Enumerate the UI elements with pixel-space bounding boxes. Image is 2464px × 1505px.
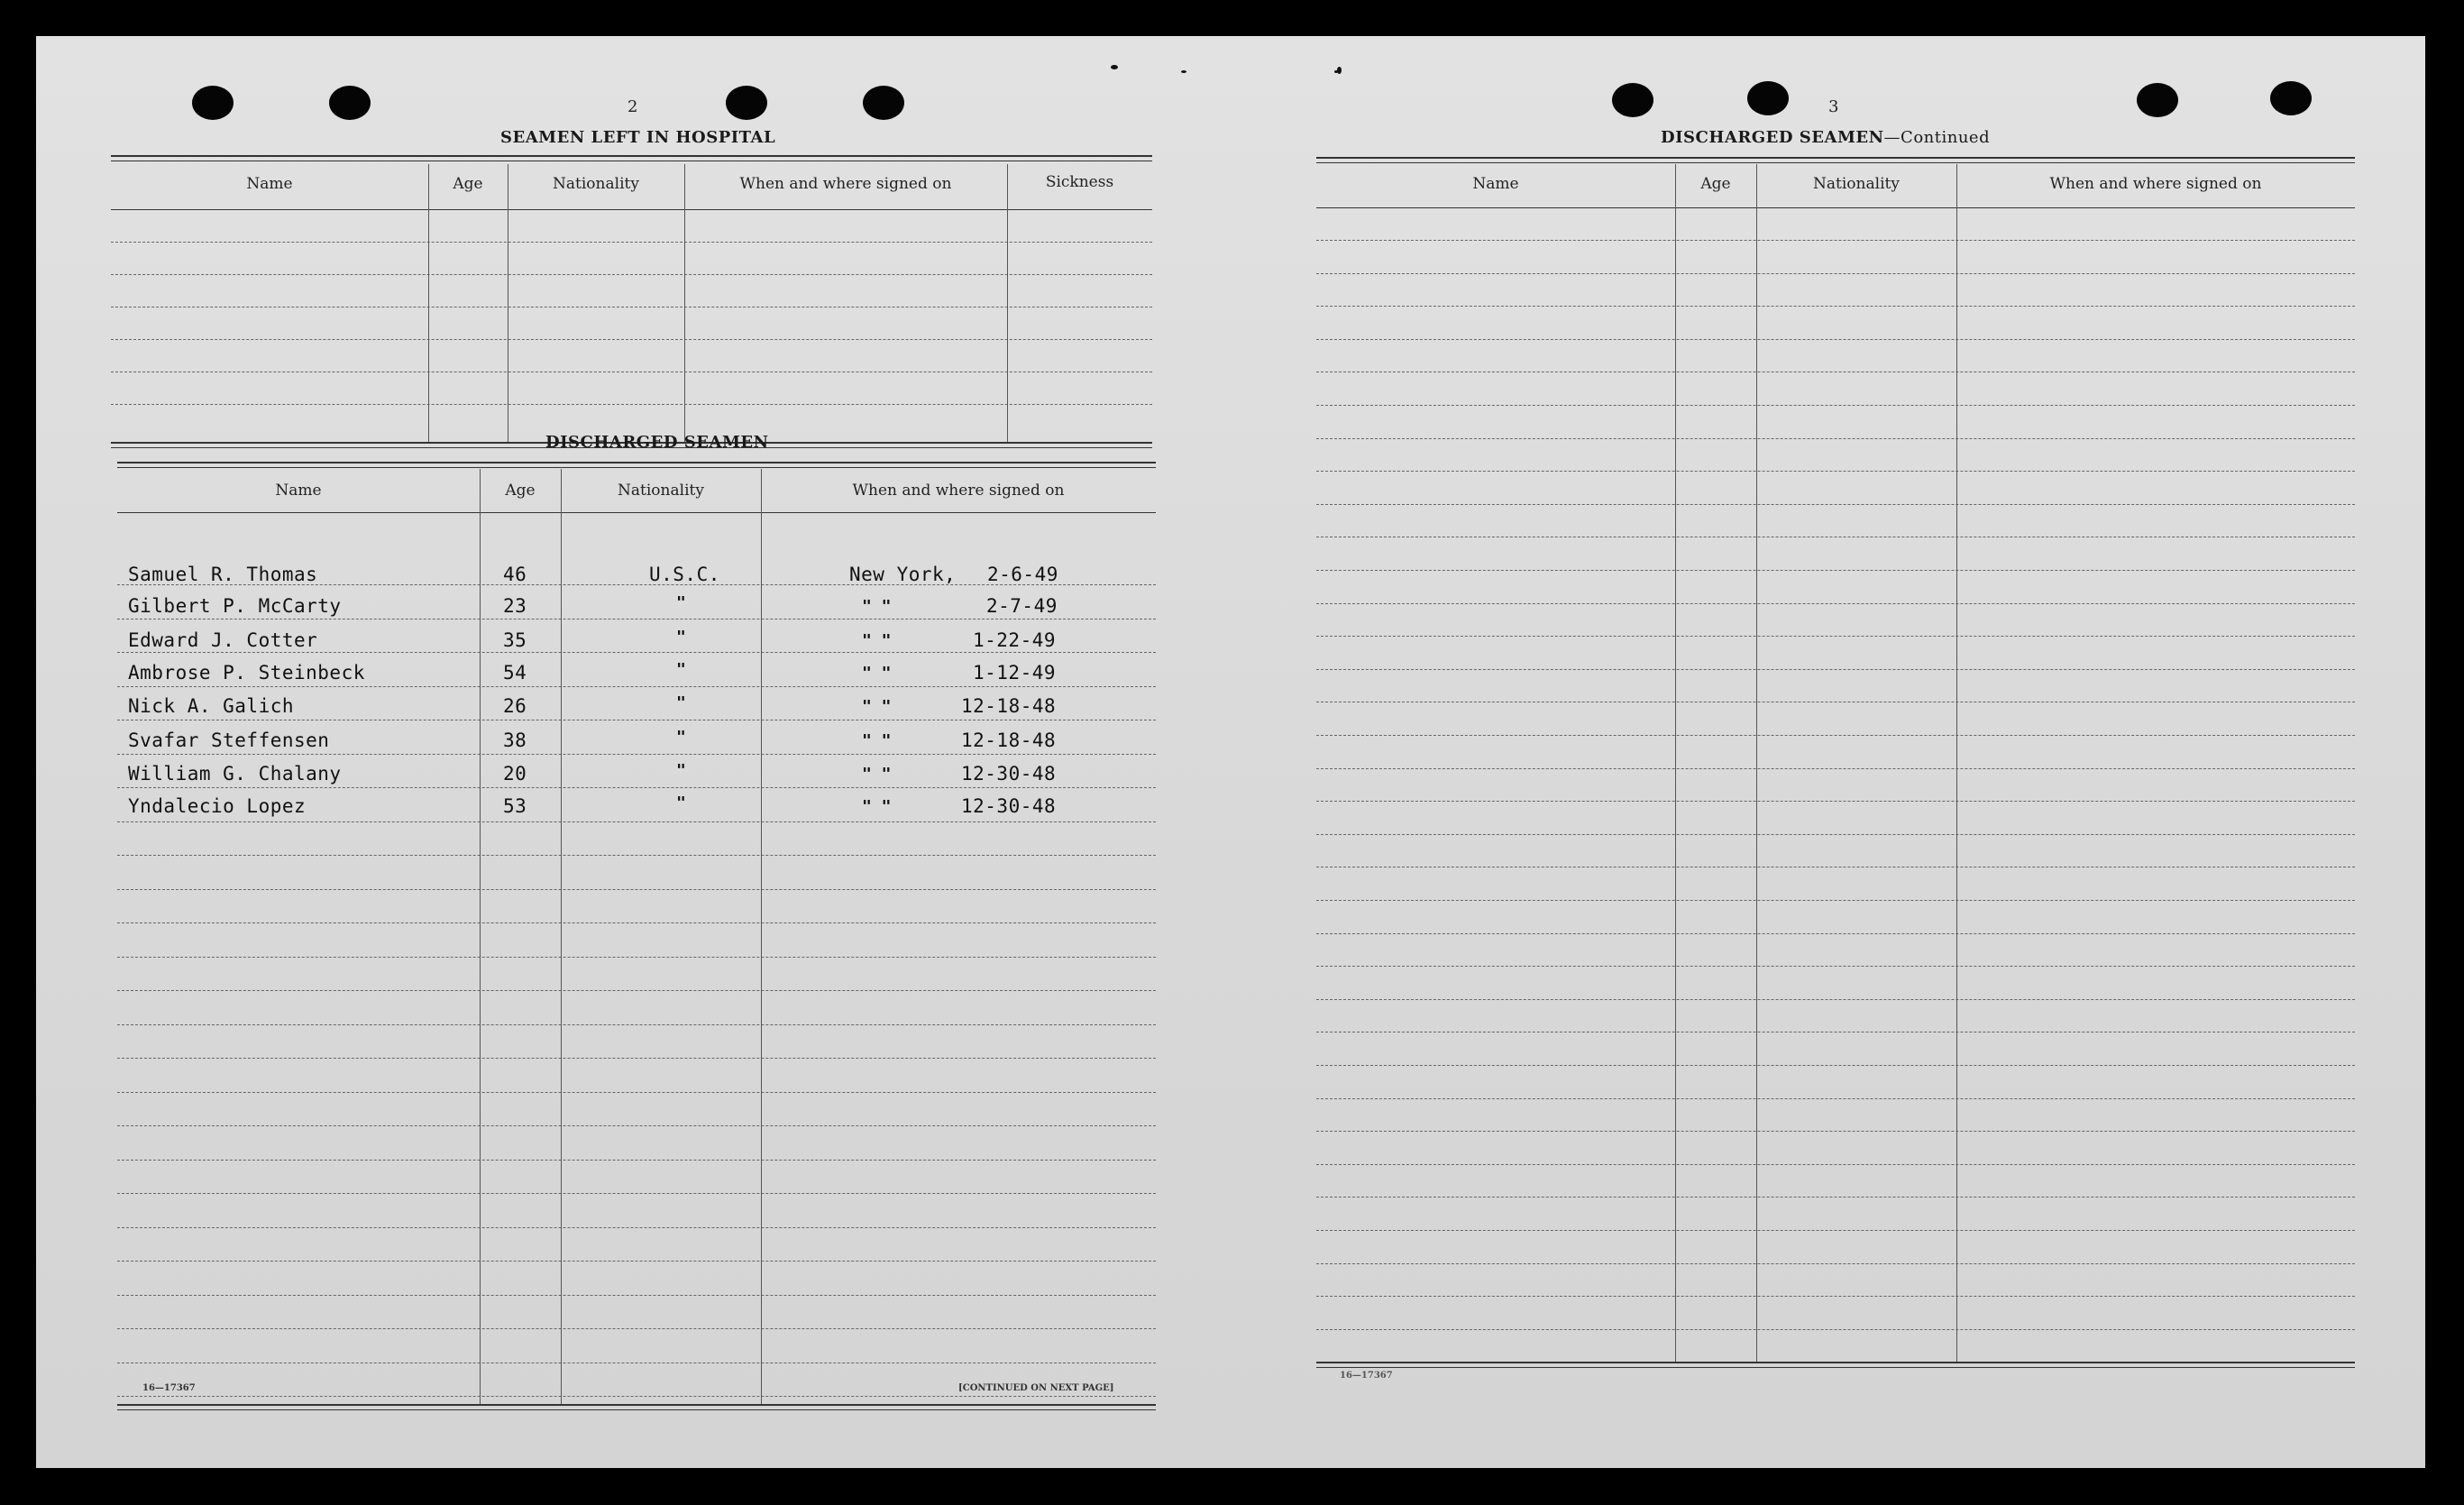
ruled-line: [117, 990, 1156, 991]
right-col-name: Name: [1472, 175, 1519, 193]
table-row-nationality: ": [676, 794, 686, 812]
table-row-name: Edward J. Cotter: [128, 629, 318, 651]
ruled-line: [117, 1058, 1156, 1059]
ruled-line: [1316, 405, 2355, 406]
document-sheet: [36, 36, 2425, 1468]
ruled-line: [1316, 504, 2355, 505]
table-row-date: 2-7-49: [986, 595, 1058, 617]
discharged-continued-title-text: DISCHARGED SEAMEN: [1661, 128, 1884, 147]
binder-hole: [726, 86, 767, 120]
table-row-name: Yndalecio Lopez: [128, 795, 307, 817]
ruled-line: [117, 652, 1156, 653]
ruled-line: [117, 1024, 1156, 1025]
form-number: 16—17367: [142, 1383, 196, 1393]
ruled-line: [117, 1193, 1156, 1194]
table-row-place: " ": [862, 765, 892, 784]
ruled-line: [1316, 1263, 2355, 1264]
table-row-name: Ambrose P. Steinbeck: [128, 662, 365, 684]
continued-note: [CONTINUED ON NEXT PAGE]: [958, 1383, 1114, 1393]
table-row-nationality: ": [676, 693, 686, 712]
ruled-line: [1316, 636, 2355, 637]
ruled-line: [1316, 273, 2355, 274]
table-row-date: 2-6-49: [987, 564, 1058, 585]
binder-hole: [1747, 81, 1789, 115]
ruled-line: [1316, 834, 2355, 835]
table-row-place: " ": [862, 631, 892, 650]
ruled-line: [117, 686, 1156, 687]
ruled-line: [117, 1261, 1156, 1262]
table-row-place: " ": [862, 697, 892, 716]
ruled-line: [117, 1396, 1156, 1397]
ruled-line: [1316, 1164, 2355, 1165]
hospital-col-nationality: Nationality: [553, 175, 639, 193]
table-row-date: 1-12-49: [973, 662, 1057, 684]
ruled-line: [117, 1295, 1156, 1296]
table-row-nationality: ": [676, 728, 686, 747]
ink-speck: [1111, 65, 1118, 69]
ruled-line: [117, 855, 1156, 856]
ink-speck: [1337, 67, 1342, 74]
ruled-line: [117, 754, 1156, 755]
right-col-signed-on: When and where signed on: [2049, 175, 2262, 193]
ruled-line: [1316, 669, 2355, 670]
ruled-line: [1316, 339, 2355, 340]
table-row-place: " ": [862, 797, 892, 816]
ruled-line: [117, 922, 1156, 923]
ruled-line: [1316, 999, 2355, 1000]
table-row-date: 12-18-48: [961, 695, 1057, 717]
ink-speck: [1181, 70, 1186, 73]
table-row-place: " ": [862, 731, 892, 750]
table-row-date: 12-30-48: [961, 763, 1057, 785]
ruled-line: [1316, 570, 2355, 571]
page-number: 3: [1828, 97, 1839, 116]
hospital-section-title: SEAMEN LEFT IN HOSPITAL: [500, 128, 776, 147]
table-row-age: 38: [503, 730, 527, 751]
binder-hole: [2137, 83, 2178, 117]
ruled-line: [117, 821, 1156, 822]
table-row-name: Nick A. Galich: [128, 695, 295, 717]
table-row-place: New York,: [849, 564, 957, 585]
table-row-name: Samuel R. Thomas: [128, 564, 318, 585]
continued-suffix: —Continued: [1883, 128, 1991, 147]
table-row-nationality: ": [676, 593, 686, 612]
ruled-line: [1316, 900, 2355, 901]
table-row-name: Svafar Steffensen: [128, 730, 330, 751]
table-row-nationality: U.S.C.: [649, 564, 720, 585]
discharged-col-signed-on: When and where signed on: [852, 482, 1065, 500]
right-col-age: Age: [1700, 175, 1731, 193]
table-row-age: 26: [503, 695, 527, 717]
binder-hole: [192, 86, 234, 120]
ruled-line: [1316, 306, 2355, 307]
discharged-continued-title: [1661, 128, 1990, 147]
ruled-line: [1316, 603, 2355, 604]
binder-hole: [2270, 81, 2312, 115]
discharged-col-age: Age: [505, 482, 536, 500]
hospital-col-signed-on: When and where signed on: [739, 175, 952, 193]
ruled-line: [1316, 438, 2355, 439]
right-col-nationality: Nationality: [1813, 175, 1900, 193]
ruled-line: [1316, 1197, 2355, 1198]
ruled-line: [1316, 966, 2355, 967]
table-row-nationality: ": [676, 761, 686, 780]
ruled-line: [117, 1160, 1156, 1161]
hospital-col-sickness: Sickness: [1045, 173, 1114, 191]
table-row-age: 46: [503, 564, 527, 585]
page-number: 2: [627, 97, 638, 116]
form-number: 16—17367: [1340, 1371, 1393, 1381]
table-row-date: 12-18-48: [961, 730, 1057, 751]
ruled-line: [1316, 1296, 2355, 1297]
ruled-line: [1316, 735, 2355, 736]
binder-hole: [329, 86, 371, 120]
ruled-line: [117, 1125, 1156, 1126]
table-row-age: 35: [503, 629, 527, 651]
table-row-name: William G. Chalany: [128, 763, 342, 785]
table-row-age: 20: [503, 763, 527, 785]
discharged-col-nationality: Nationality: [618, 482, 704, 500]
table-row-age: 54: [503, 662, 527, 684]
ruled-line: [117, 1092, 1156, 1093]
ruled-line: [1316, 1098, 2355, 1099]
discharged-table: [117, 462, 1156, 1415]
table-row-name: Gilbert P. McCarty: [128, 595, 342, 617]
ruled-line: [117, 957, 1156, 958]
discharged-section-title: DISCHARGED SEAMEN: [545, 433, 769, 452]
ruled-line: [1316, 1329, 2355, 1330]
table-row-age: 23: [503, 595, 527, 617]
discharged-col-name: Name: [275, 482, 322, 500]
ruled-line: [117, 1227, 1156, 1228]
table-row-age: 53: [503, 795, 527, 817]
ruled-line: [1316, 933, 2355, 934]
table-row-nationality: ": [676, 628, 686, 647]
hospital-col-name: Name: [246, 175, 293, 193]
ruled-line: [1316, 240, 2355, 241]
table-row-place: " ": [862, 597, 892, 616]
ruled-line: [1316, 801, 2355, 802]
table-row-place: " ": [862, 664, 892, 683]
ruled-line: [117, 787, 1156, 788]
table-row-nationality: ": [676, 660, 686, 679]
table-row-date: 12-30-48: [961, 795, 1057, 817]
ruled-line: [117, 1328, 1156, 1329]
ruled-line: [1316, 768, 2355, 769]
ruled-line: [1316, 1230, 2355, 1231]
binder-hole: [863, 86, 904, 120]
ruled-line: [1316, 1065, 2355, 1066]
binder-hole: [1612, 83, 1653, 117]
discharged-continued-table: [1316, 157, 2355, 1371]
hospital-col-age: Age: [453, 175, 483, 193]
ruled-line: [117, 889, 1156, 890]
hospital-table: [111, 155, 1152, 453]
ruled-line: [1316, 1131, 2355, 1132]
table-row-date: 1-22-49: [973, 629, 1057, 651]
ruled-line: [1316, 471, 2355, 472]
